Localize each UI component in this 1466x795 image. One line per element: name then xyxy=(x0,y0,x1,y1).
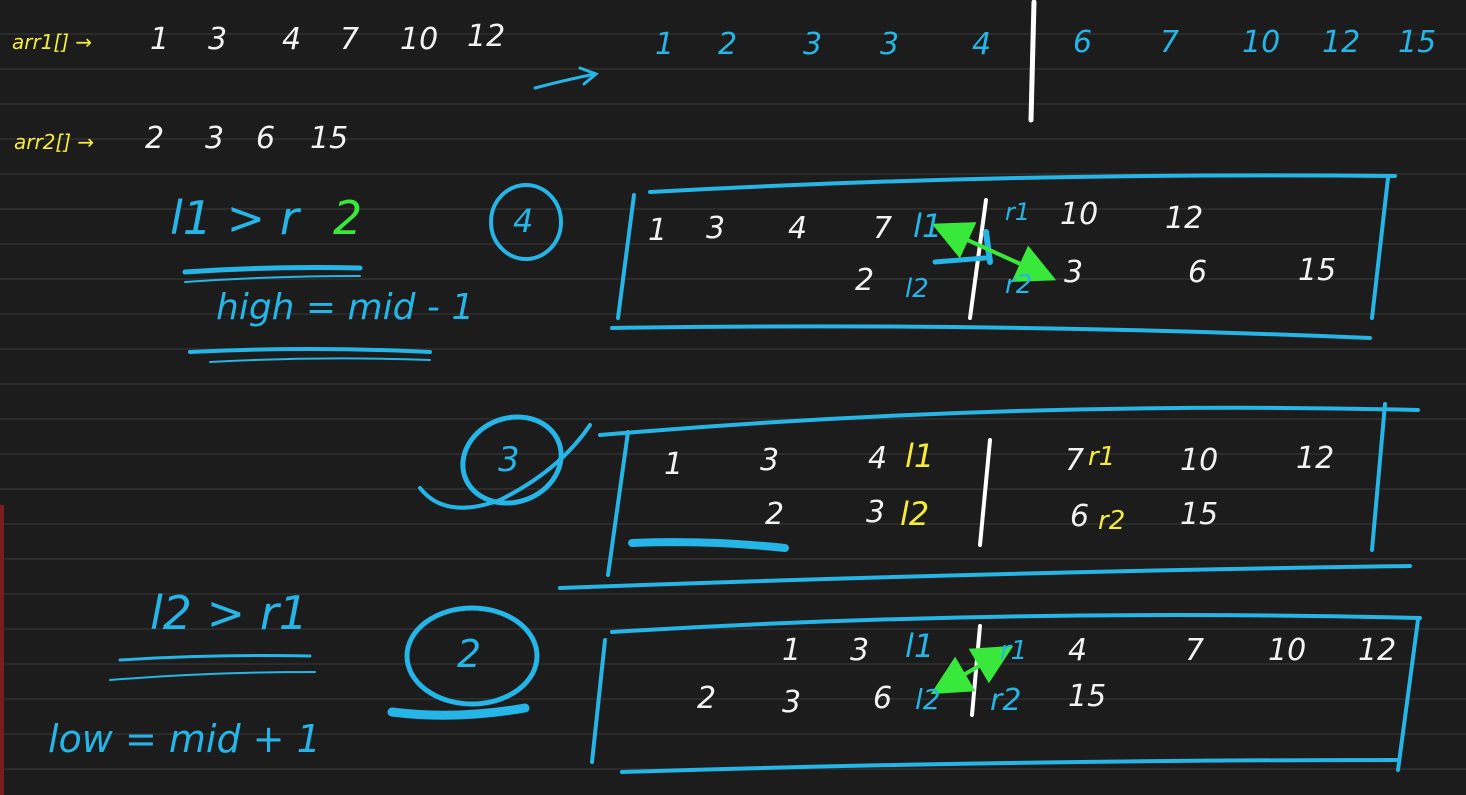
box2-top-right-value: 10 xyxy=(1180,443,1219,478)
box1-right xyxy=(1372,178,1388,318)
box3-bottom-left-value: 2 xyxy=(697,681,717,716)
merged-value: 15 xyxy=(1398,25,1437,60)
box2-left xyxy=(608,432,628,575)
box1-bottom-right-value: 15 xyxy=(1298,253,1337,288)
box2-bottom xyxy=(560,566,1410,588)
box2-r1-marker: r1 xyxy=(1088,442,1116,472)
underline-case2-a xyxy=(120,656,310,661)
box1-top-left-value: 1 xyxy=(648,213,668,248)
arr1-value: 3 xyxy=(208,22,228,57)
underline-case2-b xyxy=(110,672,315,680)
merged-value: 3 xyxy=(803,27,823,62)
box3-top-left-value: 1 xyxy=(782,633,802,668)
box2-top xyxy=(600,408,1418,435)
box1-bottom-right-value: 6 xyxy=(1188,255,1208,290)
box1-bottom-right-value: 3 xyxy=(1064,255,1084,290)
box2-bottom-left-value: 3 xyxy=(866,495,886,530)
underline-case1-d xyxy=(210,358,430,362)
merged-value: 2 xyxy=(718,27,738,62)
box2-top-left-value: 4 xyxy=(868,441,888,476)
box2-top-right-value: 12 xyxy=(1296,441,1335,476)
underline-case1-b xyxy=(185,276,360,282)
arr1-value: 1 xyxy=(150,22,170,57)
merged-value: 3 xyxy=(880,27,900,62)
circle-cut-2-smear xyxy=(392,708,525,715)
box1-left xyxy=(618,195,634,318)
box1-top-right-value: 12 xyxy=(1165,201,1204,236)
box2-top-left-value: 3 xyxy=(760,443,780,478)
box1-cross-arrow xyxy=(950,232,1038,272)
cut-number-2: 2 xyxy=(457,632,482,676)
box2-top-left-value: 1 xyxy=(664,447,684,482)
box1-top-left-value: 7 xyxy=(873,211,893,246)
arr2-value: 2 xyxy=(145,121,165,156)
box1-l1-marker: l1 xyxy=(913,207,943,245)
box2-bottom-left-value: 2 xyxy=(765,497,785,532)
box2-l2-marker: l2 xyxy=(900,495,930,533)
box3-cross-arrow xyxy=(948,656,996,684)
box3-top-right-value: 10 xyxy=(1268,633,1307,668)
box3-top-left-value: 3 xyxy=(850,633,870,668)
box1-r2-marker: r2 xyxy=(1005,270,1033,300)
box2-right xyxy=(1372,404,1385,550)
merged-divider xyxy=(1031,2,1034,120)
merged-value: 4 xyxy=(972,27,992,62)
arr2-value: 6 xyxy=(256,121,276,156)
arr2-label: arr2[] → xyxy=(14,130,95,154)
box3-bottom-left-value: 3 xyxy=(782,685,802,720)
cut-number-3: 3 xyxy=(498,440,520,480)
box3-r2-marker: r2 xyxy=(990,683,1022,718)
box3-right xyxy=(1398,620,1418,770)
arr1-value: 12 xyxy=(467,19,506,54)
box2-bottom-right-value: 15 xyxy=(1180,497,1219,532)
box3-top-right-value: 4 xyxy=(1068,633,1088,668)
box1-top-right-value: 10 xyxy=(1060,197,1099,232)
merged-value: 1 xyxy=(655,27,675,62)
arr1-value: 10 xyxy=(400,22,439,57)
box3-top-right-value: 12 xyxy=(1358,633,1397,668)
box2-l1-marker: l1 xyxy=(905,437,935,475)
box3-l1-marker: l1 xyxy=(905,627,935,665)
box3-bottom xyxy=(622,760,1398,772)
arr1-label: arr1[] → xyxy=(12,30,93,54)
rule-case1-condition: l1 > r xyxy=(170,191,299,245)
underline-case1-c xyxy=(190,349,430,352)
box1-top-left-value: 3 xyxy=(706,211,726,246)
box2-r2-marker: r2 xyxy=(1098,506,1126,536)
merged-value: 6 xyxy=(1073,25,1093,60)
box3-top-right-value: 7 xyxy=(1185,633,1205,668)
box3-r1-marker: r1 xyxy=(1000,636,1028,666)
rule-case2-condition: l2 > r1 xyxy=(150,586,309,640)
merge-arrow xyxy=(535,68,596,88)
rule-case1-condition-suffix: 2 xyxy=(333,191,363,245)
box2-top-right-value: 7 xyxy=(1065,443,1085,478)
box2-divider xyxy=(980,440,990,545)
cut-number-4: 4 xyxy=(513,202,534,240)
box1-r1-marker: r1 xyxy=(1005,198,1031,226)
box3-bottom-right-value: 15 xyxy=(1068,679,1107,714)
box3-top xyxy=(612,615,1420,632)
box1-l2-marker: l2 xyxy=(905,274,929,304)
arr2-value: 3 xyxy=(205,121,225,156)
underline-case1-a xyxy=(185,268,360,273)
merged-value: 10 xyxy=(1242,25,1281,60)
box3-l2-marker: l2 xyxy=(915,683,941,716)
box1-top xyxy=(650,175,1395,192)
box2-bottom-right-value: 6 xyxy=(1070,499,1090,534)
arr1-value: 4 xyxy=(282,22,302,57)
box3-left xyxy=(592,640,605,762)
merged-value: 12 xyxy=(1322,25,1361,60)
merged-value: 7 xyxy=(1160,25,1180,60)
rule-case2-action: low = mid + 1 xyxy=(48,717,321,761)
box1-bottom-left-value: 2 xyxy=(855,263,875,298)
box2-smear xyxy=(632,542,785,548)
rule-case1-action: high = mid - 1 xyxy=(216,287,475,328)
arr2-value: 15 xyxy=(310,121,349,156)
box1-top-left-value: 4 xyxy=(788,211,808,246)
box1-bottom xyxy=(612,326,1370,338)
box3-bottom-left-value: 6 xyxy=(873,681,893,716)
arr1-value: 7 xyxy=(340,22,360,57)
